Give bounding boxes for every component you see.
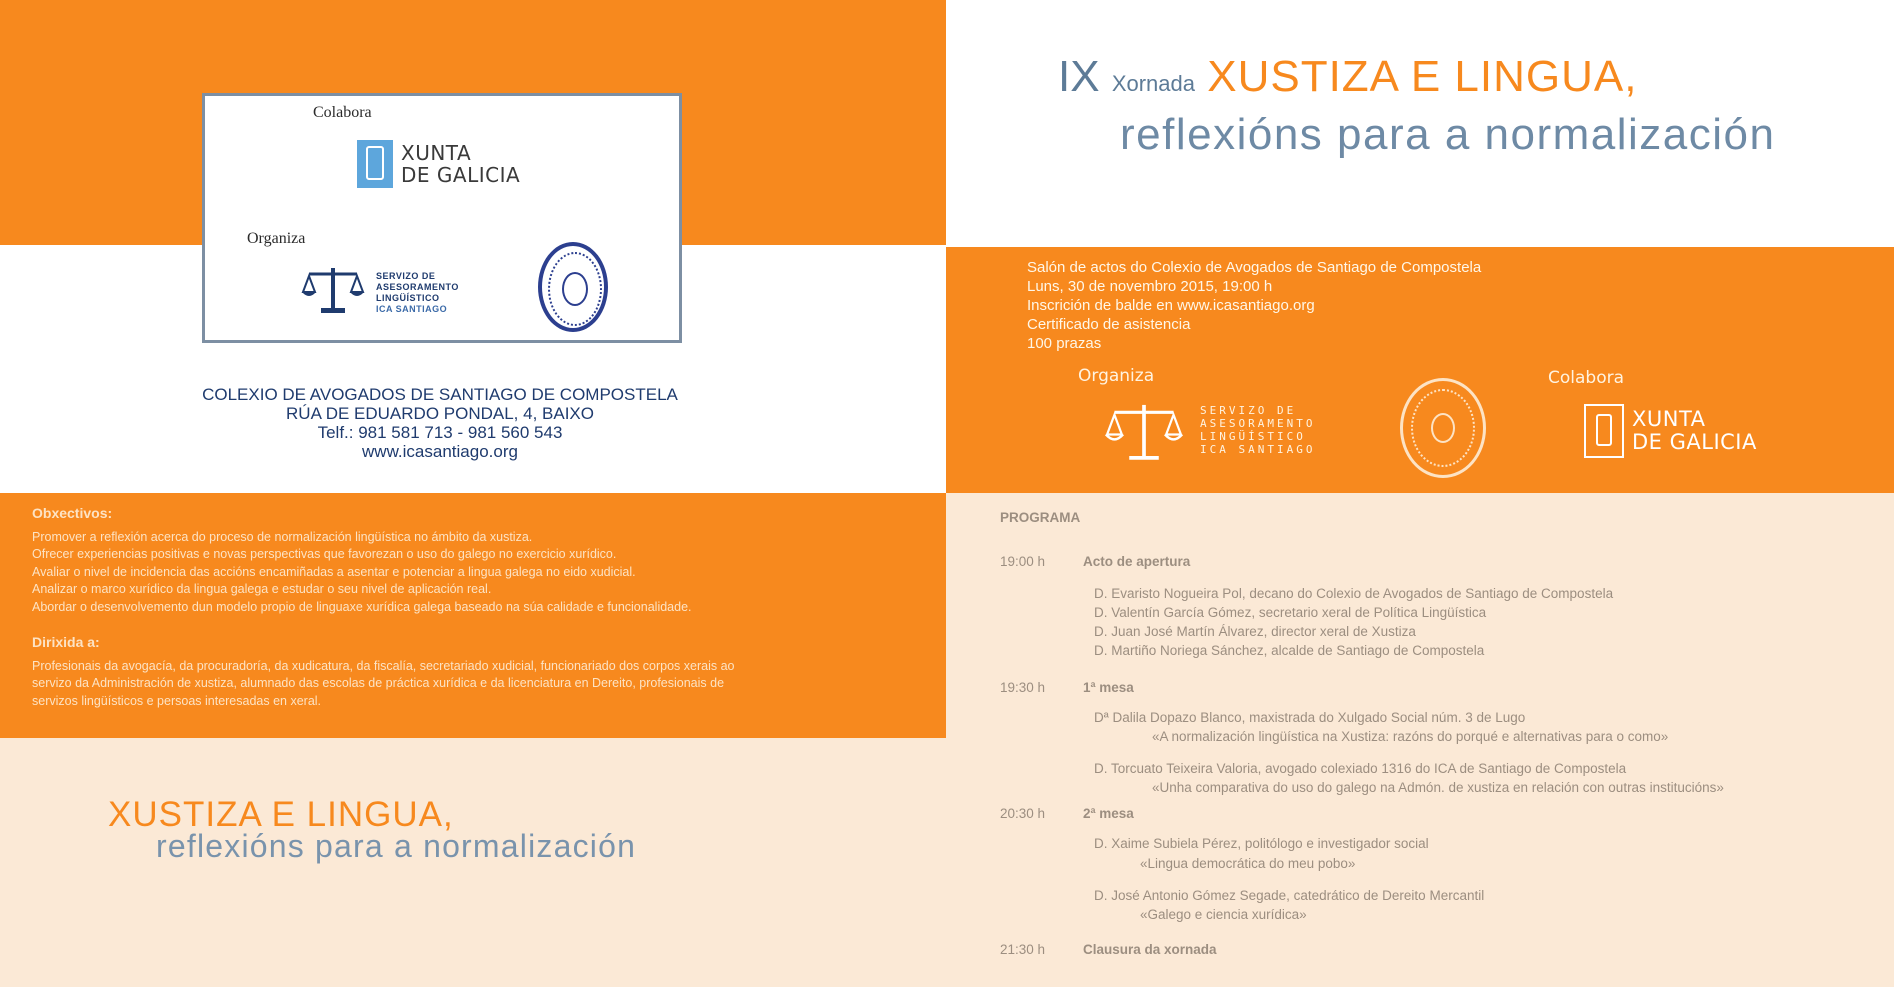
speaker-line: D. Evaristo Nogueira Pol, decano do Colexio de Avogados de Santiago de Compostela <box>1094 586 1614 601</box>
xunta-line2: DE GALICIA <box>1632 430 1757 454</box>
objective-item: Ofrecer experiencias positivas e novas perspectivas que favorezan o uso do galego no exercicio xurídico. <box>32 547 617 561</box>
sas-line: ASESORAMENTO <box>376 282 459 292</box>
directed-line: servizos lingüísticos e persoas interesadas en xeral. <box>32 693 322 708</box>
talk-title: «Lingua democrática do meu pobo» <box>1140 856 1356 871</box>
colabora-label-right: Colabora <box>1548 368 1625 388</box>
speaker-line: D. José Antonio Gómez Segade, catedrático de Dereito Mercantil <box>1094 888 1485 903</box>
talk-title: «A normalización lingüística na Xustiza: razóns do porqué e alternativas para o como» <box>1152 729 1669 744</box>
talk-title: «Galego e ciencia xurídica» <box>1140 907 1307 922</box>
left-subtitle: reflexións para a normalización <box>156 828 637 864</box>
speaker-line: Dª Dalila Dopazo Blanco, maxistrada do Xulgado Social núm. 3 de Lugo <box>1094 710 1526 725</box>
xunta-logo-white <box>1584 404 1757 458</box>
xunta-line1: XUNTA <box>401 141 472 165</box>
objectives-heading: Obxectivos: <box>32 505 113 521</box>
seats-line: 100 prazas <box>1027 335 1102 352</box>
address-line2: RÚA DE EDUARDO PONDAL, 4, BAIXO <box>286 404 594 423</box>
website-link[interactable]: www.icasantiago.org <box>362 442 518 461</box>
address-block <box>120 385 760 461</box>
xunta-flag-icon <box>357 140 393 188</box>
address-line1: COLEXIO DE AVOGADOS DE SANTIAGO DE COMPOSTELA <box>202 385 678 404</box>
sas-line: SERVIZO DE <box>376 271 436 281</box>
event-info <box>1027 258 1481 353</box>
session-time: 19:30 h <box>1000 680 1046 695</box>
session-time: 19:00 h <box>1000 554 1046 569</box>
organiza-label: Organiza <box>247 230 306 247</box>
session-title: 1ª mesa <box>1083 680 1134 695</box>
event-title-main: XUSTIZA E LINGUA, <box>1207 52 1638 101</box>
directed-line: Profesionais da avogacía, da procuradoría, da xudicatura, da fiscalía, secretariado xudicial, funcionariado dos corpos xerais ao <box>32 658 735 673</box>
sas-text <box>376 271 459 315</box>
sas-line: LINGÜÍSTICO <box>1200 430 1306 443</box>
sas-line: ASESORAMENTO <box>1200 417 1316 430</box>
objective-item: Promover a reflexión acerca do proceso de normalización lingüística no ámbito da xustiza. <box>32 529 533 544</box>
ica-seal-icon-white <box>1400 378 1486 478</box>
venue-line: Salón de actos do Colexio de Avogados de Santiago de Compostela <box>1027 259 1482 276</box>
xunta-line1: XUNTA <box>1632 407 1706 431</box>
registration-line: Inscrición de balde en www.icasantiago.org <box>1027 297 1315 314</box>
scales-icon-white <box>1104 400 1184 469</box>
ica-seal-icon <box>538 242 608 332</box>
session-time: 21:30 h <box>1000 942 1046 957</box>
organiza-label-right: Organiza <box>1078 366 1155 386</box>
talk-title: «Unha comparativa do uso do galego na Admón. de xustiza en relación con outras institucións» <box>1152 780 1724 795</box>
speaker-line: D. Martiño Noriega Sánchez, alcalde de Santiago de Compostela <box>1094 643 1485 658</box>
speaker-line: D. Valentín García Gómez, secretario xeral de Política Lingüística <box>1094 605 1487 620</box>
phone-line: Telf.: 981 581 713 - 981 560 543 <box>317 423 563 442</box>
session-title: 2ª mesa <box>1083 806 1134 821</box>
sas-line: ICA SANTIAGO <box>1200 443 1316 456</box>
certificate-line: Certificado de asistencia <box>1027 316 1191 333</box>
left-title: XUSTIZA E LINGUA, <box>108 795 454 834</box>
sas-line: LINGÜÍSTICO <box>376 293 440 303</box>
directed-heading: Dirixida a: <box>32 634 100 650</box>
objective-item: Avaliar o nivel de incidencia das accións encamiñadas a asentar e potenciar a lingua galega no eido xudicial. <box>32 564 636 579</box>
programme-heading: PROGRAMA <box>1000 510 1081 525</box>
xornada-label: Xornada <box>1111 71 1195 96</box>
directed-line: servizo da Administración de xustiza, alumnado das escolas de práctica xurídica e da licenciatura en Dereito, profesionais de <box>32 676 725 690</box>
speaker-line: D. Xaime Subiela Pérez, politólogo e investigador social <box>1094 836 1429 851</box>
session-title: Acto de apertura <box>1083 554 1191 569</box>
objectives-section <box>32 505 932 710</box>
session-time: 20:30 h <box>1000 806 1046 821</box>
speaker-line: D. Juan José Martín Álvarez, director xeral de Xustiza <box>1094 624 1416 639</box>
xunta-line2: DE GALICIA <box>401 163 521 187</box>
speaker-line: D. Torcuato Teixeira Valoria, avogado colexiado 1316 do ICA de Santiago de Compostela <box>1094 761 1627 776</box>
xunta-flag-icon <box>1584 404 1624 458</box>
event-title <box>1058 52 1637 102</box>
xunta-logo <box>357 140 520 188</box>
scales-icon <box>301 264 365 321</box>
edition-number: IX <box>1058 52 1100 101</box>
session-title: Clausura da xornada <box>1083 942 1217 957</box>
sponsor-box <box>202 93 682 343</box>
objective-item: Abordar o desenvolvemento dun modelo propio de linguaxe xurídica galega baseado na súa calidade e funcionalidade. <box>32 599 692 614</box>
sas-line: SERVIZO DE <box>1200 404 1297 417</box>
sas-line: ICA SANTIAGO <box>376 304 448 314</box>
objective-item: Analizar o marco xurídico da lingua galega e estudar o seu nivel de aplicación real. <box>32 582 492 596</box>
colabora-label: Colabora <box>313 104 372 121</box>
event-subtitle: reflexións para a normalización <box>1120 110 1776 159</box>
date-line: Luns, 30 de novembro 2015, 19:00 h <box>1027 278 1273 295</box>
sas-text-white <box>1200 404 1315 456</box>
